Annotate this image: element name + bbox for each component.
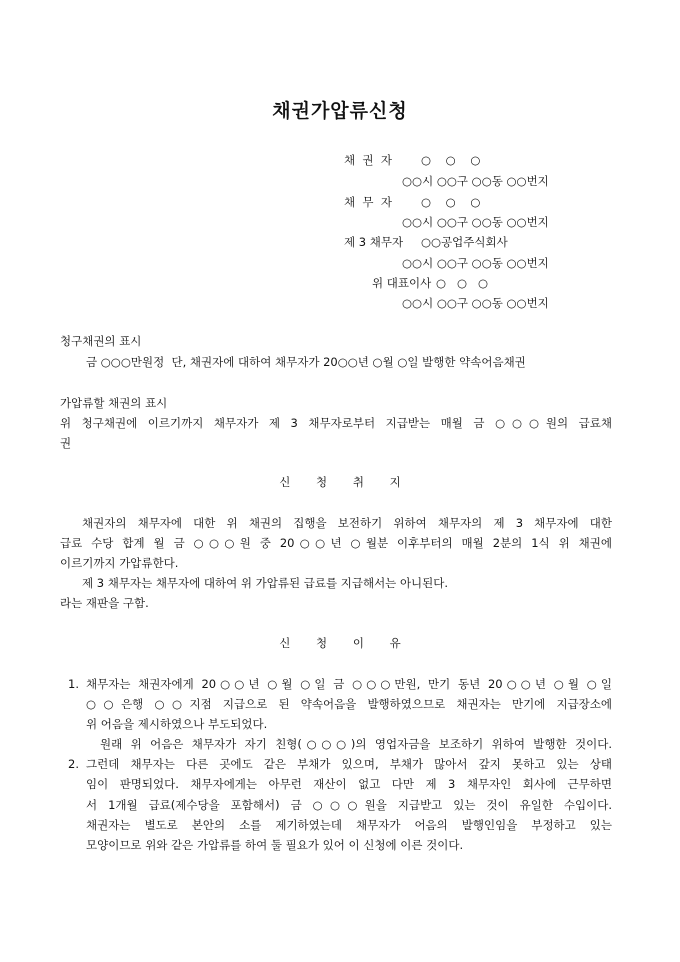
reason-2-line4: 채권자는 별도로 본안의 소를 제기하였는데 채무자가 어음의 발행인임을 부정하고 있는	[86, 818, 612, 832]
reason-1-line4: 원래 위 어음은 채무자가 자기 친형(○○○)의 영업자금을 보조하기 위하여 발행한 것이다.	[100, 737, 612, 751]
reason-1-line1: 채무자는 채권자에게 20○○년 ○월 ○일 금 ○○○만원, 만기 동년 20○○년 ○월 ○일	[86, 677, 612, 691]
seized-heading: 가압류할 채권의 표시	[60, 396, 168, 410]
third-debtor-address: ○○시 ○○구 ○○동 ○○번지	[402, 256, 549, 270]
document-title: 채권가압류신청	[272, 100, 408, 122]
purpose-heading: 신 청 취 지	[279, 475, 401, 489]
seized-text-line1: 위 청구채권에 이르기까지 채무자가 제 3 채무자로부터 지급받는 매월 금 ○○○원의 급료채	[60, 416, 612, 430]
purpose-line2: 급료 수당 합계 월 금 ○○○원 중 20○○년 ○월분 이후부터의 매월 2분의 1식 위 채권에	[60, 536, 612, 550]
creditor-address: ○○시 ○○구 ○○동 ○○번지	[402, 174, 549, 188]
reason-1-number: 1.	[68, 677, 79, 691]
third-debtor-label: 제 3 채무자	[344, 235, 404, 249]
reason-1-line2: ○○은행 ○○지점 지급으로 된 약속어음을 발행하였으므로 채권자는 만기에 지급장소에	[86, 697, 612, 711]
purpose-line4: 제 3 채무자는 채무자에 대하여 위 가압류된 급료를 지급해서는 아니된다.	[82, 576, 449, 590]
reason-2-line5: 모양이므로 위와 같은 가압류를 하여 둘 필요가 있어 이 신청에 이른 것이다.	[86, 838, 464, 852]
debtor-address: ○○시 ○○구 ○○동 ○○번지	[402, 215, 549, 229]
representative-address: ○○시 ○○구 ○○동 ○○번지	[402, 296, 549, 310]
reason-1-line3: 위 어음을 제시하였으나 부도되었다.	[86, 717, 268, 731]
reasons-heading: 신 청 이 유	[279, 636, 401, 650]
reason-2-line3: 서 1개월 급료(제수당을 포함해서) 금 ○○○원을 지급받고 있는 것이 유일한 수입이다.	[86, 798, 612, 812]
reason-2-number: 2.	[68, 757, 79, 771]
claim-heading: 청구채권의 표시	[60, 334, 142, 348]
creditor-name: ○ ○ ○	[421, 153, 481, 167]
creditor-label: 채 권 자	[344, 153, 392, 167]
reason-2-line2: 임이 판명되었다. 채무자에게는 아무런 재산이 없고 다만 제 3 채무자인 회사에 근무하면	[86, 777, 612, 791]
debtor-label: 채 무 자	[344, 195, 392, 209]
representative-label: 위 대표이사	[372, 276, 432, 290]
reason-2-line1: 그런데 채무자는 다른 곳에도 같은 부채가 있으며, 부채가 많아서 갚지 못하고 있는 상태	[86, 757, 612, 771]
debtor-name: ○ ○ ○	[421, 195, 481, 209]
purpose-line3: 이르기까지 가압류한다.	[60, 556, 179, 570]
third-debtor-name: ○○공업주식회사	[421, 235, 508, 249]
purpose-line5: 라는 재판을 구함.	[60, 596, 149, 610]
representative-name: ○ ○ ○	[436, 276, 489, 290]
purpose-line1: 채권자의 채무자에 대한 위 채권의 집행을 보전하기 위하여 채무자의 제 3 채무자에 대한	[82, 516, 612, 530]
seized-text-line2: 권	[60, 436, 72, 450]
claim-text: 금 ○○○만원정 단, 채권자에 대하여 채무자가 20○○년 ○월 ○일 발행한 약속어음채권	[86, 355, 526, 369]
